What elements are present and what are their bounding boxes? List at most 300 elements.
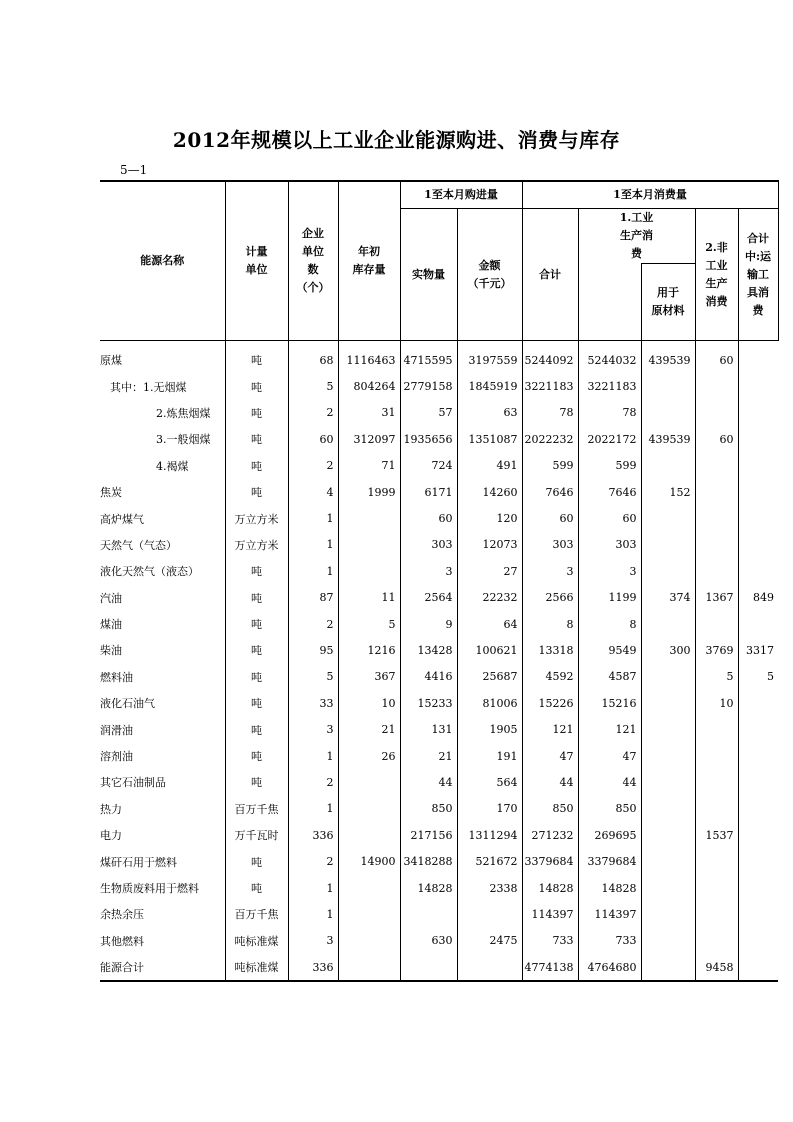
cell-raw-material: 439539 — [641, 426, 695, 452]
cell-opening-stock — [338, 505, 400, 531]
cell-purchase-amount: 100621 — [457, 637, 522, 663]
cell-unit: 吨 — [225, 558, 288, 584]
cell-industrial: 60 — [578, 505, 641, 531]
table-row — [100, 743, 778, 769]
cell-consumption-total: 850 — [522, 796, 578, 822]
cell-raw-material — [641, 743, 695, 769]
cell-unit: 百万千焦 — [225, 901, 288, 927]
cell-purchase-amount: 63 — [457, 400, 522, 426]
cell-opening-stock — [338, 558, 400, 584]
cell-name: 能源合计 — [100, 954, 225, 981]
page-title: 2012年规模以上工业企业能源购进、消费与库存 — [172, 128, 621, 152]
cell-raw-material — [641, 532, 695, 558]
cell-raw-material — [641, 796, 695, 822]
cell-unit: 吨 — [225, 848, 288, 874]
cell-consumption-total: 121 — [522, 716, 578, 742]
table-row — [100, 954, 778, 981]
cell-industrial: 3379684 — [578, 848, 641, 874]
cell-name: 煤矸石用于燃料 — [100, 855, 177, 869]
cell-enterprises: 3 — [288, 928, 338, 954]
cell-consumption-total: 3379684 — [522, 848, 578, 874]
cell-industrial: 1199 — [578, 585, 641, 611]
cell-purchase-amount: 120 — [457, 505, 522, 531]
cell-raw-material — [641, 690, 695, 716]
cell-purchase-amount — [457, 901, 522, 927]
table-row — [100, 901, 778, 927]
table-row — [100, 558, 778, 584]
cell-non-industrial — [695, 796, 738, 822]
cell-enterprises: 68 — [288, 341, 338, 374]
cell-industrial: 78 — [578, 400, 641, 426]
cell-name: 高炉煤气 — [100, 512, 144, 526]
cell-non-industrial: 9458 — [695, 954, 738, 981]
cell-enterprises: 1 — [288, 558, 338, 584]
cell-enterprises: 1 — [288, 743, 338, 769]
cell-purchase-quantity: 131 — [400, 716, 457, 742]
cell-opening-stock — [338, 875, 400, 901]
cell-non-industrial — [695, 611, 738, 637]
cell-enterprises: 3 — [288, 716, 338, 742]
header-energy-name: 能源名称 — [100, 181, 225, 341]
cell-unit: 吨标准煤 — [225, 928, 288, 954]
cell-purchase-quantity: 3 — [400, 558, 457, 584]
cell-transport — [738, 716, 778, 742]
table-row — [100, 479, 778, 505]
cell-enterprises: 5 — [288, 664, 338, 690]
cell-name: 其中：1.无烟煤 — [110, 380, 187, 394]
cell-consumption-total: 78 — [522, 400, 578, 426]
cell-unit: 吨 — [225, 664, 288, 690]
header-raw-material: 用于 原材料 — [641, 264, 695, 341]
header-purchase-group: 1至本月购进量 — [400, 181, 522, 209]
table-row — [100, 690, 778, 716]
cell-purchase-quantity: 3418288 — [400, 848, 457, 874]
cell-raw-material — [641, 611, 695, 637]
cell-purchase-amount: 3197559 — [457, 341, 522, 374]
cell-name: 电力 — [100, 829, 122, 843]
cell-transport — [738, 611, 778, 637]
cell-name: 其他燃料 — [100, 934, 144, 948]
cell-purchase-amount — [457, 954, 522, 981]
cell-name: 4.褐煤 — [156, 459, 189, 473]
cell-opening-stock: 804264 — [338, 373, 400, 399]
table-row — [100, 822, 778, 848]
cell-unit: 吨 — [225, 769, 288, 795]
cell-raw-material — [641, 875, 695, 901]
cell-transport — [738, 400, 778, 426]
cell-industrial: 9549 — [578, 637, 641, 663]
cell-opening-stock: 11 — [338, 585, 400, 611]
cell-purchase-amount: 170 — [457, 796, 522, 822]
cell-enterprises: 336 — [288, 954, 338, 981]
cell-opening-stock: 71 — [338, 453, 400, 479]
cell-unit: 吨 — [225, 690, 288, 716]
cell-purchase-quantity — [400, 901, 457, 927]
cell-purchase-quantity: 44 — [400, 769, 457, 795]
cell-purchase-amount: 27 — [457, 558, 522, 584]
cell-transport — [738, 769, 778, 795]
cell-enterprises: 2 — [288, 848, 338, 874]
cell-industrial: 44 — [578, 769, 641, 795]
cell-enterprises: 2 — [288, 769, 338, 795]
cell-raw-material — [641, 822, 695, 848]
table-row — [100, 716, 778, 742]
cell-transport — [738, 822, 778, 848]
table-row — [100, 532, 778, 558]
cell-non-industrial: 60 — [695, 426, 738, 452]
cell-industrial: 850 — [578, 796, 641, 822]
cell-enterprises: 95 — [288, 637, 338, 663]
cell-industrial: 15216 — [578, 690, 641, 716]
cell-unit: 吨 — [225, 400, 288, 426]
cell-name: 柴油 — [100, 644, 122, 658]
cell-name: 焦炭 — [100, 486, 122, 500]
cell-purchase-amount: 491 — [457, 453, 522, 479]
cell-enterprises: 1 — [288, 901, 338, 927]
cell-purchase-amount: 1351087 — [457, 426, 522, 452]
cell-opening-stock: 1999 — [338, 479, 400, 505]
header-industrial-consumption: 1.工业 生产消 费 — [578, 209, 695, 264]
cell-name: 余热余压 — [100, 908, 144, 922]
table-row — [100, 769, 778, 795]
cell-unit: 万立方米 — [225, 505, 288, 531]
cell-enterprises: 60 — [288, 426, 338, 452]
cell-purchase-quantity: 14828 — [400, 875, 457, 901]
cell-consumption-total: 8 — [522, 611, 578, 637]
cell-transport — [738, 690, 778, 716]
cell-name: 煤油 — [100, 618, 122, 632]
cell-industrial: 4764680 — [578, 954, 641, 981]
cell-unit: 万千瓦时 — [225, 822, 288, 848]
cell-raw-material — [641, 954, 695, 981]
cell-purchase-amount: 14260 — [457, 479, 522, 505]
header-consumption-group: 1至本月消费量 — [522, 181, 778, 209]
cell-consumption-total: 4592 — [522, 664, 578, 690]
cell-raw-material — [641, 453, 695, 479]
cell-unit: 吨 — [225, 743, 288, 769]
table-row — [100, 664, 778, 690]
cell-raw-material — [641, 928, 695, 954]
cell-opening-stock: 5 — [338, 611, 400, 637]
energy-table — [100, 180, 779, 982]
cell-raw-material: 152 — [641, 479, 695, 505]
cell-transport — [738, 558, 778, 584]
cell-purchase-amount: 64 — [457, 611, 522, 637]
table-row — [100, 426, 778, 452]
table-row — [100, 637, 778, 663]
cell-enterprises: 2 — [288, 611, 338, 637]
cell-transport — [738, 532, 778, 558]
cell-opening-stock: 26 — [338, 743, 400, 769]
cell-enterprises: 336 — [288, 822, 338, 848]
cell-non-industrial — [695, 400, 738, 426]
cell-transport: 849 — [738, 585, 778, 611]
cell-unit: 吨 — [225, 426, 288, 452]
cell-opening-stock: 1116463 — [338, 341, 400, 374]
cell-purchase-quantity: 6171 — [400, 479, 457, 505]
table-row — [100, 796, 778, 822]
cell-transport — [738, 373, 778, 399]
cell-enterprises: 33 — [288, 690, 338, 716]
cell-purchase-quantity: 9 — [400, 611, 457, 637]
cell-industrial: 8 — [578, 611, 641, 637]
cell-non-industrial — [695, 558, 738, 584]
cell-non-industrial: 10 — [695, 690, 738, 716]
cell-purchase-amount: 1905 — [457, 716, 522, 742]
cell-purchase-amount: 2475 — [457, 928, 522, 954]
cell-industrial: 14828 — [578, 875, 641, 901]
cell-purchase-quantity: 4416 — [400, 664, 457, 690]
cell-name: 热力 — [100, 802, 122, 816]
cell-transport: 3317 — [738, 637, 778, 663]
cell-raw-material — [641, 373, 695, 399]
cell-opening-stock: 10 — [338, 690, 400, 716]
table-row — [100, 875, 778, 901]
cell-opening-stock: 367 — [338, 664, 400, 690]
cell-consumption-total: 2566 — [522, 585, 578, 611]
cell-purchase-quantity: 2779158 — [400, 373, 457, 399]
cell-purchase-quantity: 1935656 — [400, 426, 457, 452]
cell-name: 生物质废料用于燃料 — [100, 882, 199, 895]
cell-non-industrial — [695, 479, 738, 505]
cell-purchase-quantity: 13428 — [400, 637, 457, 663]
cell-consumption-total: 7646 — [522, 479, 578, 505]
cell-purchase-quantity: 2564 — [400, 585, 457, 611]
cell-enterprises: 2 — [288, 400, 338, 426]
table-row — [100, 585, 778, 611]
cell-opening-stock: 31 — [338, 400, 400, 426]
cell-non-industrial — [695, 743, 738, 769]
cell-opening-stock — [338, 954, 400, 981]
cell-industrial: 121 — [578, 716, 641, 742]
cell-purchase-quantity: 217156 — [400, 822, 457, 848]
table-row — [100, 341, 778, 374]
header-purchase-amount: 金额 （千元） — [457, 209, 522, 341]
cell-opening-stock — [338, 822, 400, 848]
cell-enterprises: 2 — [288, 453, 338, 479]
cell-unit: 吨 — [225, 585, 288, 611]
cell-unit: 吨 — [225, 716, 288, 742]
cell-opening-stock — [338, 901, 400, 927]
cell-non-industrial — [695, 875, 738, 901]
cell-industrial: 5244032 — [578, 341, 641, 374]
cell-name: 天然气（气态） — [100, 538, 177, 552]
cell-name: 溶剂油 — [100, 750, 133, 764]
cell-raw-material: 300 — [641, 637, 695, 663]
cell-consumption-total: 733 — [522, 928, 578, 954]
cell-raw-material — [641, 769, 695, 795]
cell-opening-stock: 1216 — [338, 637, 400, 663]
cell-purchase-quantity: 15233 — [400, 690, 457, 716]
cell-non-industrial — [695, 453, 738, 479]
cell-raw-material — [641, 848, 695, 874]
cell-opening-stock — [338, 796, 400, 822]
cell-purchase-quantity: 630 — [400, 928, 457, 954]
cell-consumption-total: 114397 — [522, 901, 578, 927]
cell-purchase-amount: 12073 — [457, 532, 522, 558]
cell-industrial: 4587 — [578, 664, 641, 690]
header-purchase-quantity: 实物量 — [400, 209, 457, 341]
cell-raw-material — [641, 505, 695, 531]
cell-consumption-total: 271232 — [522, 822, 578, 848]
cell-non-industrial — [695, 769, 738, 795]
cell-purchase-amount: 2338 — [457, 875, 522, 901]
table-row — [100, 848, 778, 874]
cell-unit: 万立方米 — [225, 532, 288, 558]
cell-purchase-amount: 22232 — [457, 585, 522, 611]
cell-unit: 吨 — [225, 875, 288, 901]
cell-purchase-amount: 1845919 — [457, 373, 522, 399]
header-enterprises: 企业 单位 数 （个） — [288, 181, 338, 341]
cell-industrial: 599 — [578, 453, 641, 479]
cell-transport — [738, 453, 778, 479]
cell-purchase-quantity: 21 — [400, 743, 457, 769]
header-opening-stock: 年初 库存量 — [338, 181, 400, 341]
cell-non-industrial: 1537 — [695, 822, 738, 848]
cell-enterprises: 1 — [288, 796, 338, 822]
cell-purchase-quantity: 724 — [400, 453, 457, 479]
cell-industrial: 7646 — [578, 479, 641, 505]
cell-opening-stock: 14900 — [338, 848, 400, 874]
cell-non-industrial — [695, 928, 738, 954]
cell-purchase-amount: 81006 — [457, 690, 522, 716]
cell-purchase-quantity: 850 — [400, 796, 457, 822]
cell-transport — [738, 743, 778, 769]
cell-non-industrial: 1367 — [695, 585, 738, 611]
cell-enterprises: 1 — [288, 532, 338, 558]
cell-purchase-amount: 564 — [457, 769, 522, 795]
table-row — [100, 505, 778, 531]
cell-name: 润滑油 — [100, 723, 133, 737]
cell-unit: 吨 — [225, 453, 288, 479]
header-industrial-spacer — [578, 264, 641, 341]
cell-transport — [738, 479, 778, 505]
cell-transport — [738, 426, 778, 452]
cell-unit: 吨 — [225, 611, 288, 637]
cell-industrial: 3221183 — [578, 373, 641, 399]
cell-name: 汽油 — [100, 591, 122, 605]
cell-industrial: 3 — [578, 558, 641, 584]
cell-purchase-quantity: 303 — [400, 532, 457, 558]
cell-consumption-total: 4774138 — [522, 954, 578, 981]
cell-transport — [738, 928, 778, 954]
cell-transport — [738, 954, 778, 981]
cell-purchase-amount: 521672 — [457, 848, 522, 874]
cell-consumption-total: 15226 — [522, 690, 578, 716]
cell-name: 液化石油气 — [100, 697, 155, 711]
cell-non-industrial — [695, 848, 738, 874]
header-consumption-total: 合计 — [522, 209, 578, 341]
cell-transport — [738, 341, 778, 374]
cell-purchase-quantity: 4715595 — [400, 341, 457, 374]
cell-purchase-quantity: 60 — [400, 505, 457, 531]
cell-opening-stock — [338, 928, 400, 954]
cell-name: 液化天然气（液态） — [100, 565, 199, 579]
cell-enterprises: 1 — [288, 875, 338, 901]
cell-purchase-quantity — [400, 954, 457, 981]
cell-opening-stock — [338, 769, 400, 795]
cell-opening-stock: 312097 — [338, 426, 400, 452]
cell-unit: 吨 — [225, 373, 288, 399]
cell-non-industrial: 5 — [695, 664, 738, 690]
cell-consumption-total: 3 — [522, 558, 578, 584]
cell-raw-material — [641, 558, 695, 584]
header-unit: 计量 单位 — [225, 181, 288, 341]
cell-consumption-total: 3221183 — [522, 373, 578, 399]
cell-raw-material: 439539 — [641, 341, 695, 374]
cell-non-industrial — [695, 532, 738, 558]
cell-opening-stock: 21 — [338, 716, 400, 742]
cell-raw-material: 374 — [641, 585, 695, 611]
cell-name: 3.一般烟煤 — [156, 433, 211, 447]
cell-purchase-amount: 191 — [457, 743, 522, 769]
header-transport: 合计 中:运 输工 具消 费 — [738, 209, 778, 341]
cell-unit: 吨 — [225, 341, 288, 374]
cell-unit: 吨标准煤 — [225, 954, 288, 981]
cell-consumption-total: 2022232 — [522, 426, 578, 452]
cell-consumption-total: 303 — [522, 532, 578, 558]
cell-purchase-quantity: 57 — [400, 400, 457, 426]
cell-enterprises: 1 — [288, 505, 338, 531]
table-body — [100, 341, 778, 982]
cell-transport — [738, 796, 778, 822]
table-row — [100, 928, 778, 954]
cell-non-industrial — [695, 373, 738, 399]
cell-raw-material — [641, 400, 695, 426]
cell-enterprises: 5 — [288, 373, 338, 399]
cell-consumption-total: 60 — [522, 505, 578, 531]
cell-non-industrial: 60 — [695, 341, 738, 374]
cell-purchase-amount: 25687 — [457, 664, 522, 690]
cell-non-industrial — [695, 901, 738, 927]
cell-raw-material — [641, 716, 695, 742]
cell-transport — [738, 901, 778, 927]
cell-unit: 吨 — [225, 479, 288, 505]
cell-purchase-amount: 1311294 — [457, 822, 522, 848]
cell-industrial: 2022172 — [578, 426, 641, 452]
cell-industrial: 733 — [578, 928, 641, 954]
cell-transport — [738, 848, 778, 874]
header-non-industrial: 2.非 工业 生产 消费 — [695, 209, 738, 341]
cell-name: 燃料油 — [100, 670, 133, 684]
cell-raw-material — [641, 901, 695, 927]
cell-industrial: 47 — [578, 743, 641, 769]
cell-consumption-total: 44 — [522, 769, 578, 795]
cell-consumption-total: 599 — [522, 453, 578, 479]
cell-industrial: 269695 — [578, 822, 641, 848]
table-code: 5—1 — [120, 163, 148, 177]
cell-industrial: 303 — [578, 532, 641, 558]
cell-non-industrial: 3769 — [695, 637, 738, 663]
cell-unit: 吨 — [225, 637, 288, 663]
cell-transport — [738, 875, 778, 901]
cell-name: 其它石油制品 — [100, 776, 166, 790]
table-row — [100, 400, 778, 426]
cell-unit: 百万千焦 — [225, 796, 288, 822]
cell-consumption-total: 14828 — [522, 875, 578, 901]
cell-name: 原煤 — [100, 354, 122, 368]
table-row — [100, 611, 778, 637]
cell-transport: 5 — [738, 664, 778, 690]
table-row — [100, 453, 778, 479]
cell-raw-material — [641, 664, 695, 690]
cell-enterprises: 4 — [288, 479, 338, 505]
cell-transport — [738, 505, 778, 531]
cell-consumption-total: 47 — [522, 743, 578, 769]
cell-non-industrial — [695, 716, 738, 742]
cell-industrial: 114397 — [578, 901, 641, 927]
cell-opening-stock — [338, 532, 400, 558]
